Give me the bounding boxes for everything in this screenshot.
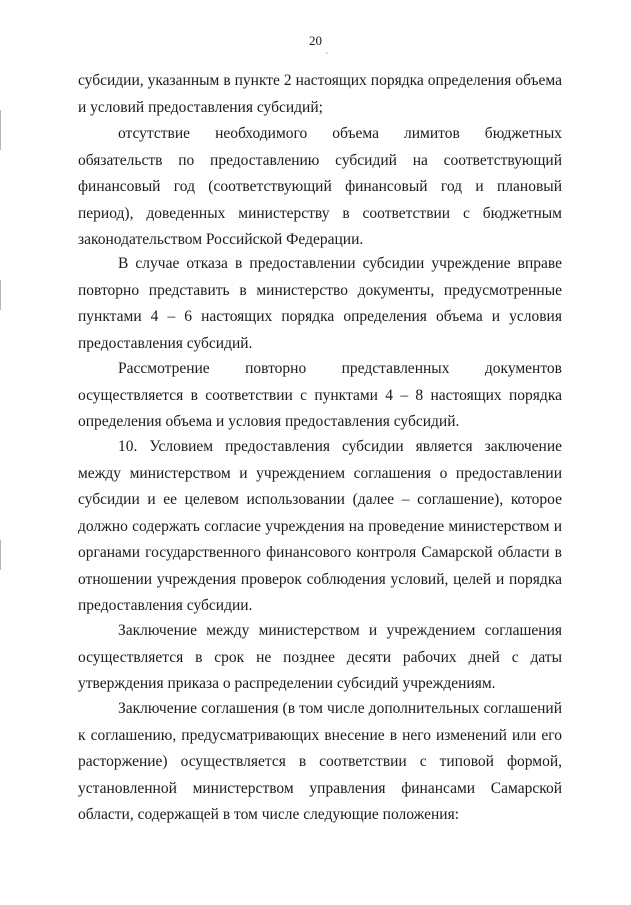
paragraph-agreement-deadline: Заключение между министерством и учреждением соглашения осуществляется в срок не позднее десяти рабочих дней с даты утверждения приказа о распределении субсидий учреждениям. [78,622,562,692]
scan-margin-mark [0,110,1,150]
paragraph-budget-limits: отсутствие необходимого объема лимитов бюджетных обязательств по предоставлению субсидий на соответствующий финансовый год (соответствующий финансовый год и плановый период), доведенных министерству в соответствии с бюджетным законодательством Российской Федерации. [78,125,562,248]
scan-margin-mark [0,540,1,570]
paragraph-refusal-resubmission: В случае отказа в предоставлении субсидии учреждение вправе повторно представить в министерство документы, предусмотренные пунктами 4 – 6 настоящих порядка определения объема и условия предоставления субсидий. [78,255,562,352]
page-number: 20 [309,33,322,48]
paragraph-subsidy-continuation: субсидии, указанным в пункте 2 настоящих порядка определения объема и условий предоставления субсидий; [78,72,562,116]
scan-speck: ` [325,52,329,63]
paragraph-resubmission-review: Рассмотрение повторно представленных документов осуществляется в соответствии с пунктами 4 – 8 настоящих порядка определения объема и условия предоставления субсидий. [78,360,562,430]
paragraph-item-10-agreement-condition: 10. Условием предоставления субсидии является заключение между министерством и учреждением соглашения о предоставлении субсидии и ее целевом использовании (далее – соглашение), которое должно содержать согласие учреждения на проведение министерством и органами государственного финансового контроля Самарской области в отношении учреждения проверок соблюдения условий, целей и порядка предоставления субсидии. [78,438,562,614]
scan-margin-mark [0,280,1,310]
paragraph-agreement-standard-form: Заключение соглашения (в том числе дополнительных соглашений к соглашению, предусматривающих внесение в него изменений или его расторжение) осуществляется в соответствии с типовой формой, установленной министерством управления финансами Самарской области, содержащей в том числе следующие положения: [78,700,562,823]
